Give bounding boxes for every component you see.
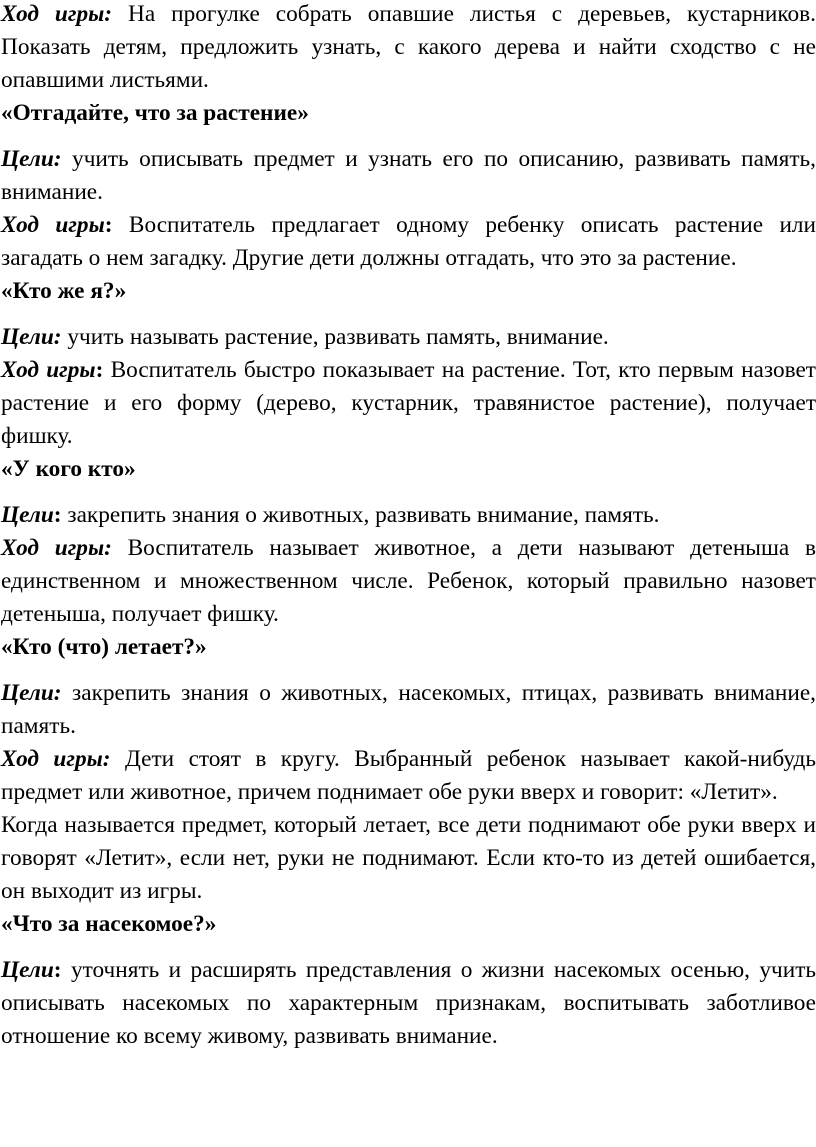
play-text: Воспитатель называет животное, а дети называют детеныша в единственном и множественном числе. Ребенок, который правильно назовет детеныша, получает фишку. (1, 535, 816, 627)
goals-label: Цели: (1, 324, 62, 350)
goals-text: закрепить знания о животных, развивать внимание, память. (67, 502, 660, 528)
play-paragraph (1, 743, 816, 809)
goals-paragraph (1, 143, 816, 209)
goals-label: Цели: (1, 680, 62, 706)
goals-paragraph (1, 321, 816, 354)
play-paragraph (1, 532, 816, 631)
goals-text: учить описывать предмет и узнать его по описанию, развивать память, внимание. (1, 146, 816, 205)
play-paragraph (1, 354, 816, 453)
goals-paragraph (1, 954, 816, 1053)
section-title-who-has-who: «У кого кто» (1, 456, 136, 482)
play-label: Ход игры (1, 212, 105, 238)
goals-label: Цели: (1, 146, 62, 172)
intro-text: На прогулке собрать опавшие листья с деревьев, кустарников. Показать детям, предложить узнать, с какого дерева и найти сходство с не опавшими листьями. (1, 1, 816, 93)
goals-paragraph (1, 677, 816, 743)
spacer (1, 664, 816, 677)
play-colon: : (95, 357, 104, 383)
spacer (1, 130, 816, 143)
play-text: Дети стоят в кругу. Выбранный ребенок называет какой-нибудь предмет или животное, причем поднимает обе руки вверх и говорит: «Летит». (1, 746, 816, 805)
play-text: Воспитатель быстро показывает на растение. Тот, кто первым назовет растение и его форму (дерево, кустарник, травянистое растение), получает фишку. (1, 357, 816, 449)
spacer (1, 941, 816, 954)
play-paragraph (1, 209, 816, 275)
goals-label: Цели (1, 957, 54, 983)
play-label: Ход игры: (1, 746, 111, 772)
spacer (1, 308, 816, 321)
goals-text: уточнять и расширять представления о жизни насекомых осенью, учить описывать насекомых по характерным признакам, воспитывать заботливое отношение ко всему живому, развивать внимание. (1, 957, 816, 1049)
goals-paragraph (1, 499, 816, 532)
goals-text: учить называть растение, развивать память, внимание. (67, 324, 609, 350)
goals-colon: : (53, 957, 62, 983)
section-title-who-am-i: «Кто же я?» (1, 278, 127, 304)
extra-paragraph: Когда называется предмет, который летает, все дети поднимают обе руки вверх и говорят «Летит», если нет, руки не поднимают. Если кто-то из детей ошибается, он выходит из игры. (1, 812, 816, 904)
play-label: Ход игры: (1, 1, 113, 27)
section-title-who-flies: «Кто (что) летает?» (1, 634, 207, 660)
goals-text: закрепить знания о животных, насекомых, птицах, развивать внимание, память. (1, 680, 816, 739)
goals-colon: : (53, 502, 62, 528)
section-title-guess-plant: «Отгадайте, что за растение» (1, 100, 309, 126)
play-text: Воспитатель предлагает одному ребенку описать растение или загадать о нем загадку. Другие дети должны отгадать, что это за растение. (1, 212, 816, 271)
play-label: Ход игры: (1, 535, 112, 561)
intro-paragraph (1, 0, 816, 97)
section-title-what-insect: «Что за насекомое?» (1, 911, 217, 937)
play-label: Ход игры (1, 357, 96, 383)
play-colon: : (104, 212, 113, 238)
spacer (1, 486, 816, 499)
goals-label: Цели (1, 502, 54, 528)
